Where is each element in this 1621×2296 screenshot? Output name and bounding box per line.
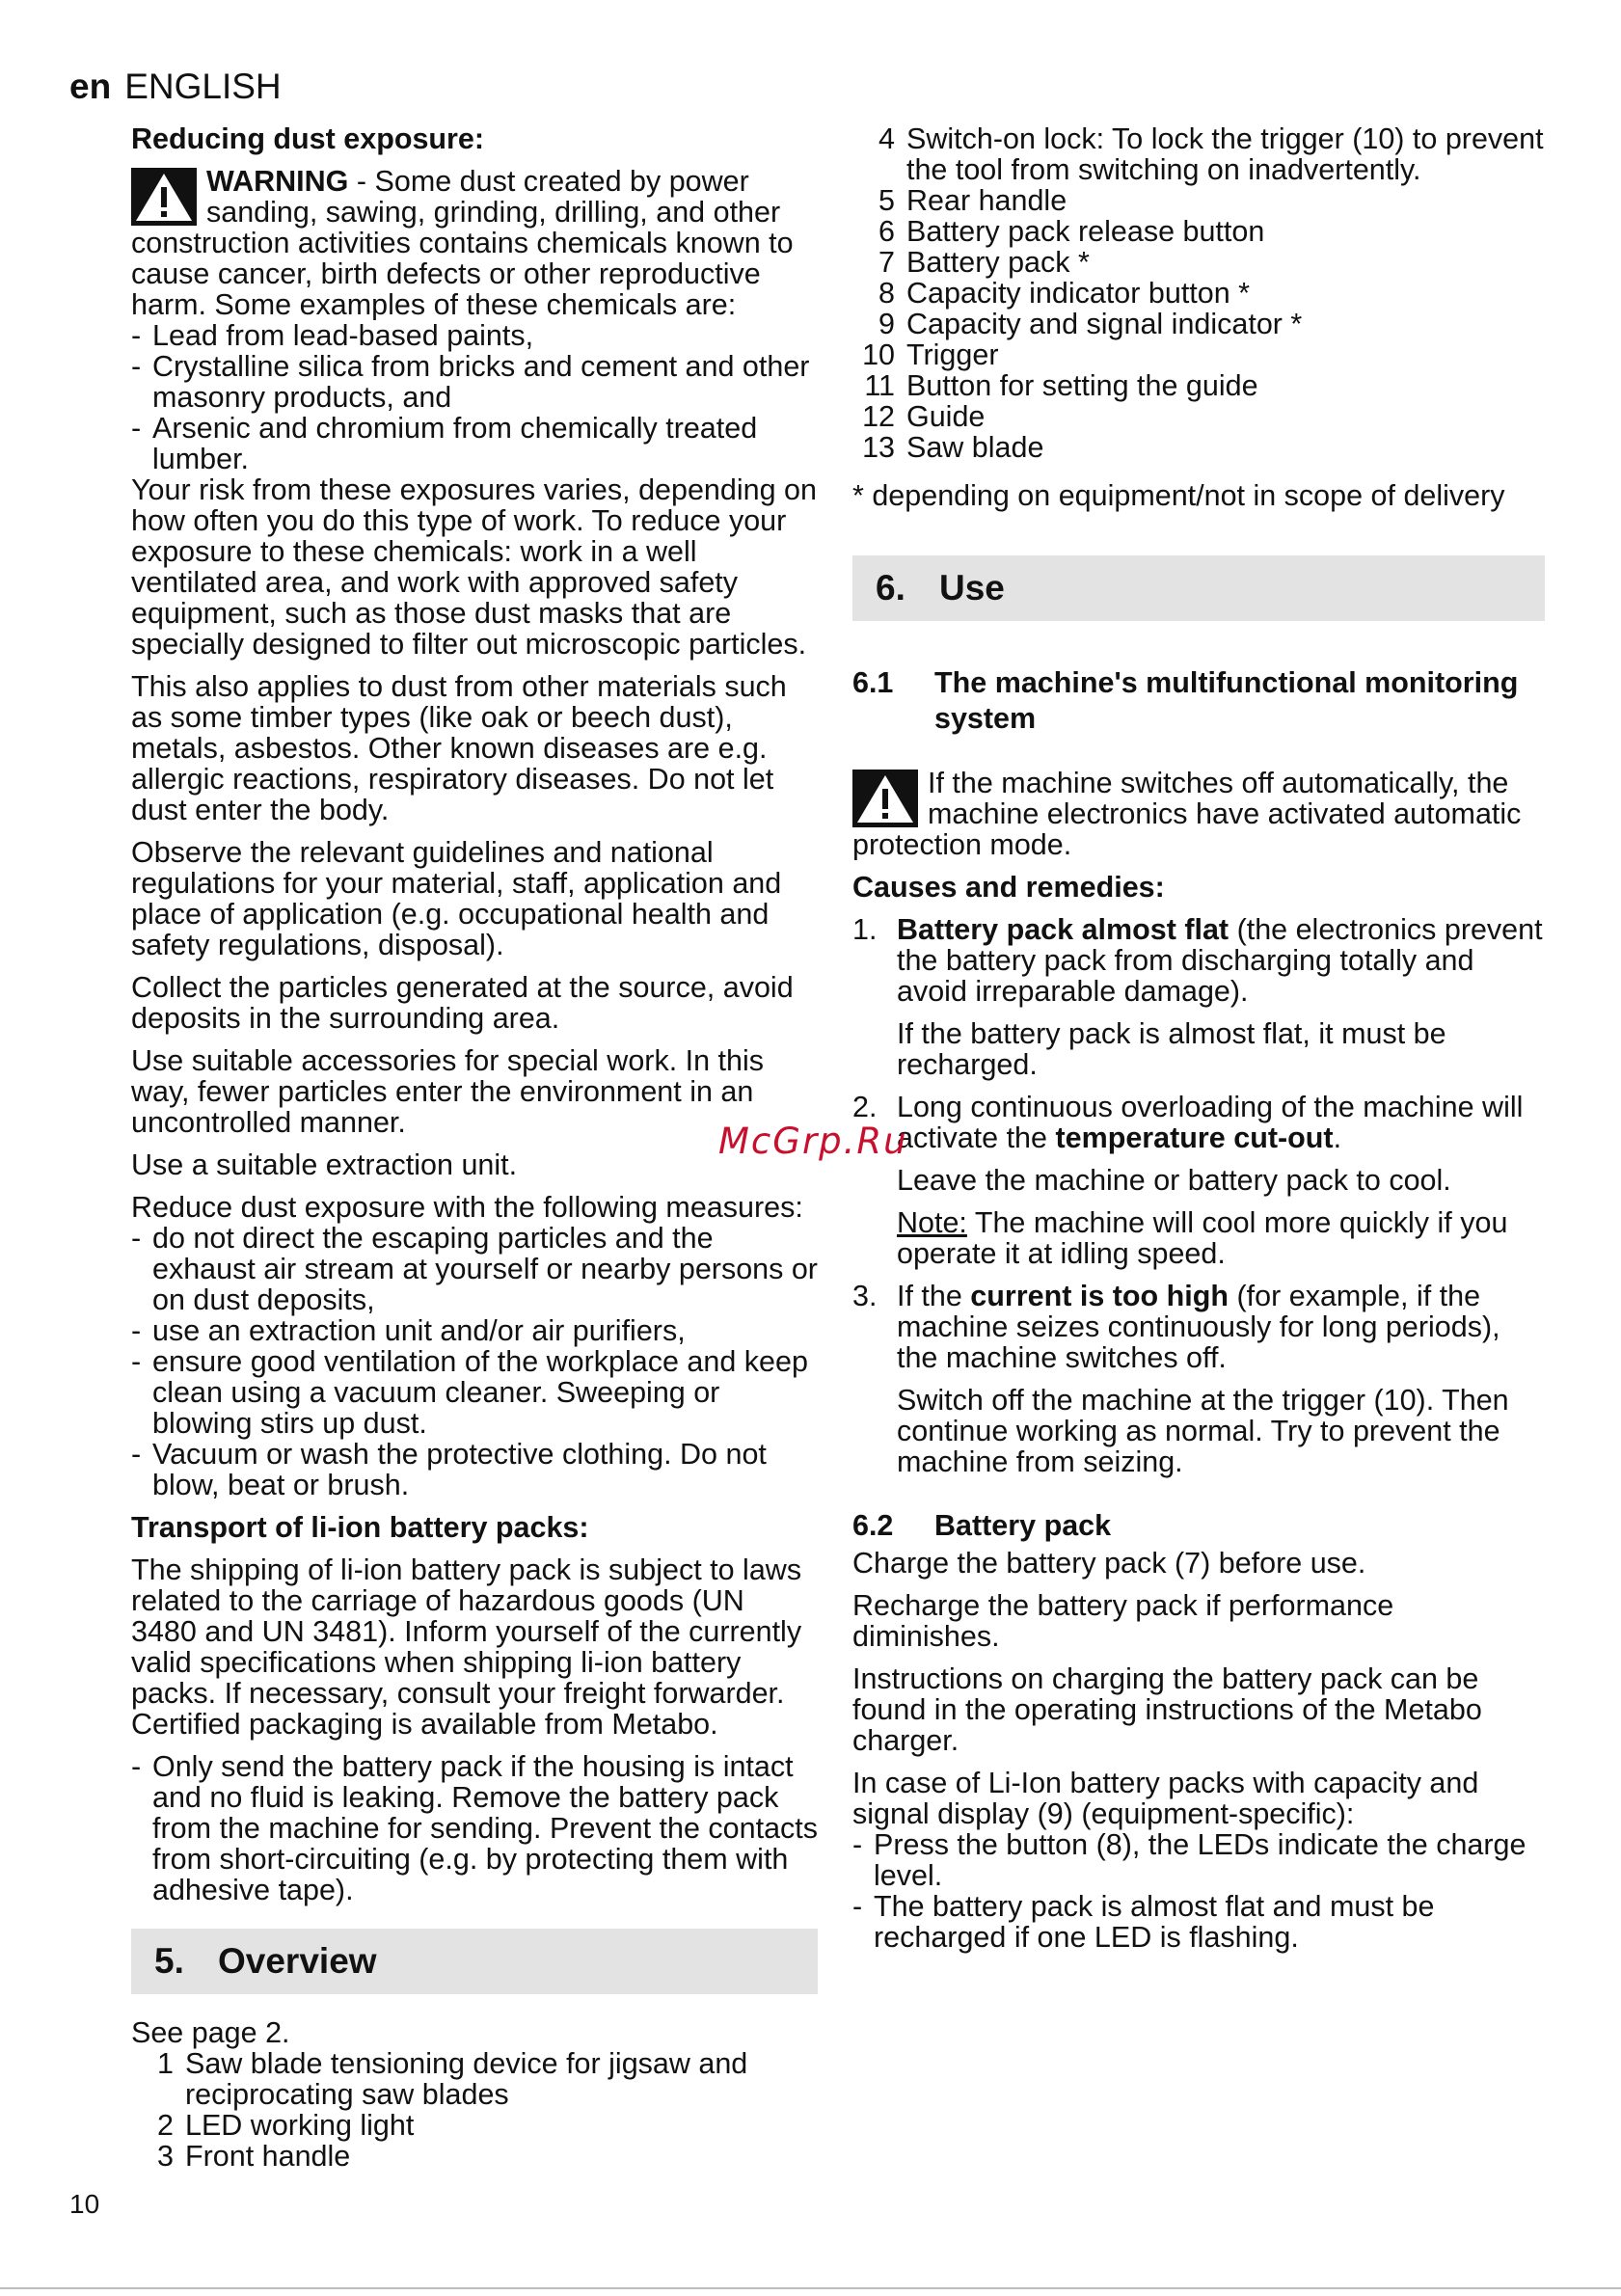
auto-off-warning [852, 768, 1545, 860]
recharge-paragraph: Recharge the battery pack if performance diminishes. [852, 1589, 1394, 1653]
item-number: 6 [878, 215, 895, 248]
step-text [897, 914, 1545, 1007]
subsection-number: 6.1 [852, 666, 894, 699]
step-follow: Switch off the machine at the trigger (10). Then continue working as normal. Try to prevent the machine from seizing. [897, 1384, 1509, 1478]
list-item [852, 309, 1545, 339]
footnote: * depending on equipment/not in scope of delivery [852, 479, 1505, 512]
subsection-title: Battery pack [934, 1509, 1112, 1542]
section-number: 6. [876, 568, 905, 608]
list-item [852, 185, 1545, 216]
item-number: 1 [157, 2047, 174, 2080]
note-text: The machine will cool more quickly if you operate it at idling speed. [897, 1206, 1508, 1270]
item-text: Trigger [906, 338, 999, 371]
step-1 [852, 914, 1545, 1080]
bottom-divider [0, 2287, 1621, 2289]
language-code: en [69, 67, 112, 106]
list-item [852, 123, 1545, 185]
list-item [131, 2048, 818, 2110]
list-item [852, 247, 1545, 278]
list-item [852, 401, 1545, 432]
liion-intro: In case of Li-Ion battery packs with capacity and signal display (9) (equipment-specific): [852, 1767, 1479, 1830]
measures-list [131, 1223, 818, 1500]
list-item: - Arsenic and chromium from chemically treated lumber. [131, 413, 818, 474]
item-text: Battery pack release button [906, 215, 1265, 248]
list-item [852, 370, 1545, 401]
step-2 [852, 1092, 1545, 1269]
list-item: - Crystalline silica from bricks and cement and other masonry products, and [131, 351, 818, 413]
also-applies-paragraph: This also applies to dust from other materials such as some timber types (like oak or beech dust), metals, asbestos. Other known diseases are e.g. allergic reactions, respiratory diseases. Do not let dust enter the body. [131, 670, 787, 826]
collect-paragraph: Collect the particles generated at the source, avoid deposits in the surrounding area. [131, 971, 794, 1035]
transport-heading: Transport of li-ion battery packs: [131, 1511, 589, 1544]
step-rest: (for example, if the machine seizes continuously for long periods), the machine switches off. [897, 1280, 1500, 1374]
dust-heading: Reducing dust exposure: [131, 122, 485, 155]
list-item: - ensure good ventilation of the workplace and keep clean using a vacuum cleaner. Sweeping or blowing stirs up dust. [131, 1346, 818, 1439]
step-rest: (the electronics prevent the battery pack from discharging totally and avoid irreparable damage). [897, 913, 1543, 1008]
step-pre: If the [897, 1280, 971, 1312]
list-item [131, 2110, 818, 2141]
item-number: 13 [862, 431, 895, 464]
section-6-header [852, 555, 1545, 621]
step-end: . [1333, 1121, 1342, 1154]
step-bold: temperature cut-out [1055, 1121, 1334, 1154]
subsection-6-2-heading [852, 1508, 1545, 1544]
list-item [852, 278, 1545, 309]
language-name: ENGLISH [124, 67, 282, 106]
step-bold: current is too high [970, 1280, 1229, 1312]
warning-block [131, 166, 818, 320]
list-item [852, 432, 1545, 463]
item-text: Saw blade [906, 431, 1044, 464]
warning-label: WARNING [206, 166, 349, 198]
item-text: Rear handle [906, 184, 1067, 217]
item-number: 2 [157, 2109, 174, 2142]
item-text: Switch-on lock: To lock the trigger (10) to prevent the tool from switching on inadvertently. [906, 122, 1544, 186]
warning-text: - Some dust created by power sanding, sawing, grinding, drilling, and other construction activities contains chemicals known to cause cancer, birth defects or other reproductive harm. Some examples of these chemicals are: [131, 166, 794, 320]
right-column [852, 123, 1545, 1964]
section-title: Use [939, 568, 1005, 608]
extraction-paragraph: Use a suitable extraction unit. [131, 1148, 518, 1181]
section-5-header [131, 1929, 818, 1994]
instructions-paragraph: Instructions on charging the battery pack can be found in the operating instructions of the Metabo charger. [852, 1662, 1482, 1757]
charge-paragraph: Charge the battery pack (7) before use. [852, 1547, 1366, 1580]
list-item: - Lead from lead-based paints, [131, 320, 818, 351]
item-number: 11 [864, 369, 895, 402]
list-item: - use an extraction unit and/or air purifiers, [131, 1315, 818, 1346]
list-item: - do not direct the escaping particles and the exhaust air stream at yourself or nearby persons or on dust deposits, [131, 1223, 818, 1315]
item-text: Guide [906, 400, 986, 433]
section-number: 5. [154, 1941, 184, 1981]
see-page-text: See page 2. [131, 2016, 290, 2049]
item-number: 5 [878, 184, 895, 217]
item-number: 4 [878, 122, 895, 155]
item-text: Battery pack * [906, 246, 1090, 279]
step-number: 1. [852, 913, 878, 946]
page-header [69, 68, 282, 106]
accessories-paragraph: Use suitable accessories for special work. In this way, fewer particles enter the environment in an uncontrolled manner. [131, 1044, 765, 1139]
list-item: - Vacuum or wash the protective clothing. Do not blow, beat or brush. [131, 1439, 818, 1500]
causes-heading: Causes and remedies: [852, 871, 1165, 904]
section-title: Overview [218, 1941, 377, 1981]
transport-paragraph: The shipping of li-ion battery pack is subject to laws related to the carriage of hazardous goods (UN 3480 and UN 3481). Inform yourself of the currently valid specifications when shipping li-ion battery packs. If necessary, consult your freight forwarder. Certified packaging is available from Metabo. [131, 1553, 802, 1741]
item-number: 10 [862, 338, 895, 371]
overview-list-right [852, 123, 1545, 463]
chemicals-list [131, 320, 818, 474]
subsection-title: The machine's multifunctional monitoring system [934, 666, 1519, 735]
transport-list [131, 1751, 818, 1905]
item-number: 7 [878, 246, 895, 279]
liion-list [852, 1829, 1545, 1953]
item-text: Front handle [185, 2140, 351, 2173]
note-label: Note: [897, 1206, 967, 1239]
step-text [897, 1281, 1545, 1373]
step-note [897, 1207, 1545, 1269]
warning-triangle-icon [131, 168, 197, 226]
list-item: - The battery pack is almost flat and must be recharged if one LED is flashing. [852, 1891, 1545, 1953]
overview-list-left [131, 2048, 818, 2172]
step-number: 2. [852, 1091, 878, 1123]
subsection-6-1-heading [852, 665, 1545, 737]
list-item: - Only send the battery pack if the housing is intact and no fluid is leaking. Remove the battery pack from the machine for sending. Prevent the contacts from short-circuiting (e.g. by protecting them with adhesive tape). [131, 1751, 818, 1905]
item-text: LED working light [185, 2109, 415, 2142]
item-number: 12 [862, 400, 895, 433]
list-item [852, 339, 1545, 370]
measures-intro: Reduce dust exposure with the following measures: [131, 1191, 803, 1224]
step-bold: Battery pack almost flat [897, 913, 1229, 946]
item-text: Saw blade tensioning device for jigsaw and reciprocating saw blades [185, 2047, 748, 2111]
subsection-number: 6.2 [852, 1509, 894, 1542]
item-number: 8 [878, 277, 895, 310]
item-text: Button for setting the guide [906, 369, 1258, 402]
item-text: Capacity and signal indicator * [906, 308, 1303, 340]
list-item [852, 216, 1545, 247]
item-number: 3 [157, 2140, 174, 2173]
item-text: Capacity indicator button * [906, 277, 1251, 310]
list-item: - Press the button (8), the LEDs indicate the charge level. [852, 1829, 1545, 1891]
step-3 [852, 1281, 1545, 1477]
watermark: McGrp.Ru [718, 1121, 908, 1162]
auto-off-text: If the machine switches off automatically, the machine electronics have activated automatic protection mode. [852, 768, 1522, 860]
list-item [131, 2141, 818, 2172]
observe-paragraph: Observe the relevant guidelines and national regulations for your material, staff, application and place of application (e.g. occupational health and safety regulations, disposal). [131, 836, 782, 961]
step-text [897, 1092, 1545, 1153]
step-follow: Leave the machine or battery pack to cool. [897, 1164, 1451, 1197]
step-follow: If the battery pack is almost flat, it must be recharged. [897, 1017, 1446, 1081]
left-column [131, 123, 818, 2172]
warning-triangle-icon [852, 770, 918, 827]
page-number: 10 [69, 2189, 100, 2219]
item-number: 9 [878, 308, 895, 340]
risk-paragraph: Your risk from these exposures varies, depending on how often you do this type of work. To reduce your exposure to these chemicals: work in a well ventilated area, and work with approved safety equipment, such as those dust masks that are specially designed to filter out microscopic particles. [131, 473, 817, 661]
step-number: 3. [852, 1280, 878, 1312]
step-rest: Long continuous overloading of the machine will activate the [897, 1091, 1524, 1154]
